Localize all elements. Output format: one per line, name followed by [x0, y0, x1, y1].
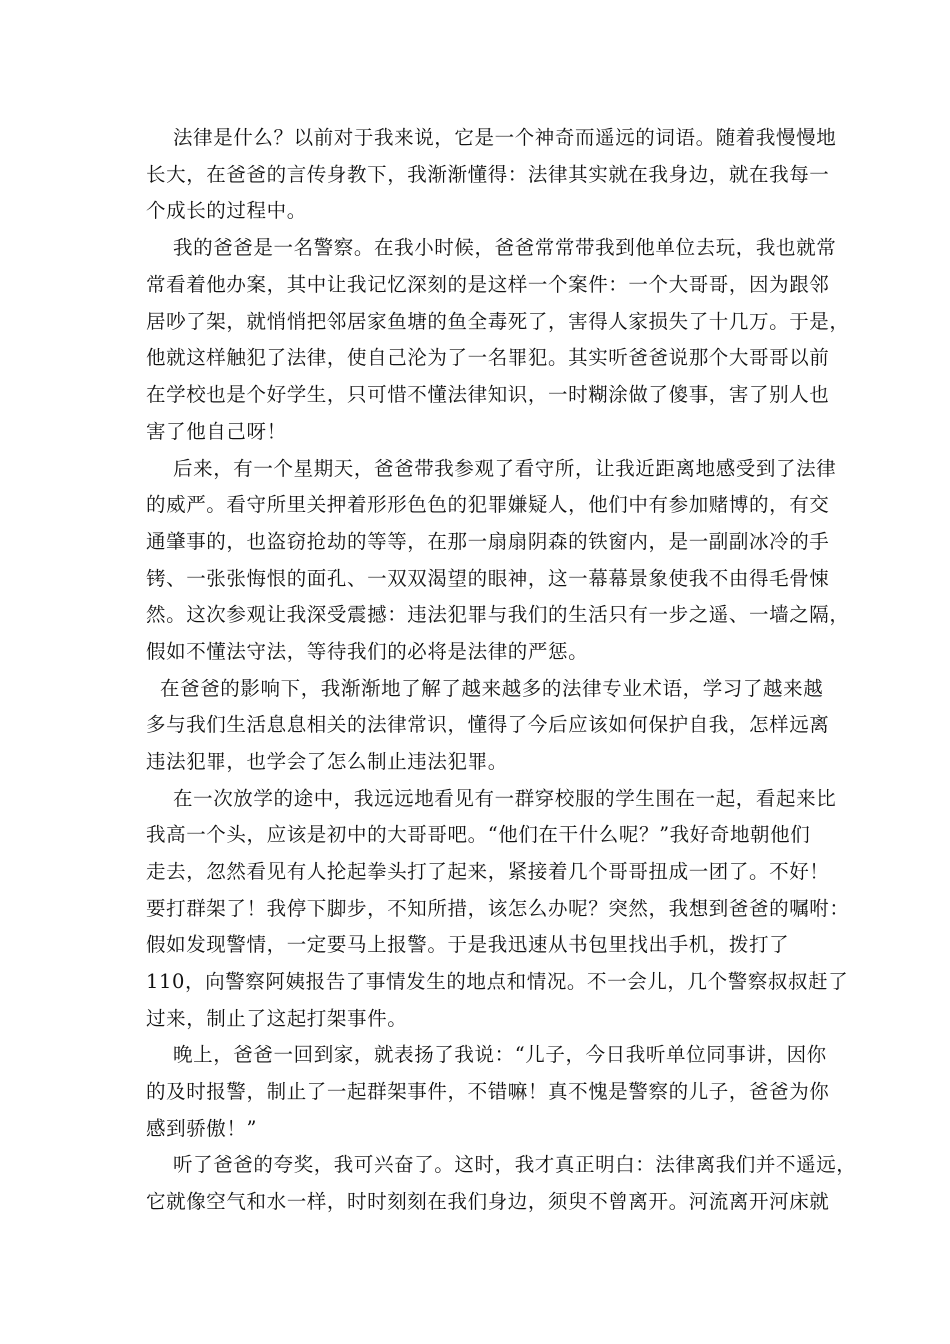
text-line: 要打群架了！我停下脚步，不知所措，该怎么办呢？突然，我想到爸爸的嘱咐： [146, 897, 850, 920]
text-line: 它就像空气和水一样，时时刻刻在我们身边，须臾不曾离开。河流离开河床就 [146, 1190, 830, 1213]
text-line: 长大，在爸爸的言传身教下，我渐渐懂得：法律其实就在我身边，就在我每一 [146, 163, 830, 186]
text-line: 法律是什么？以前对于我来说，它是一个神奇而遥远的词语。随着我慢慢地 [173, 126, 837, 149]
text-line: 在学校也是个好学生，只可惜不懂法律知识，一时糊涂做了傻事，害了别人也 [146, 383, 830, 406]
text-line: 铐、一张张悔恨的面孔、一双双渴望的眼神，这一幕幕景象使我不由得毛骨悚 [146, 567, 830, 590]
text-line: 走去，忽然看见有人抡起拳头打了起来，紧接着几个哥哥扭成一团了。不好！ [146, 860, 830, 883]
text-line: 个成长的过程中。 [146, 199, 307, 222]
text-line: 多与我们生活息息相关的法律常识，懂得了今后应该如何保护自我，怎样远离 [146, 713, 830, 736]
text-line: 听了爸爸的夸奖，我可兴奋了。这时，我才真正明白：法律离我们并不遥远， [173, 1153, 857, 1176]
text-line: 假如发现警情，一定要马上报警。于是我迅速从书包里找出手机，拨打了 [146, 933, 790, 956]
text-line: 110，向警察阿姨报告了事情发生的地点和情况。不一会儿，几个警察叔叔赶了 [146, 970, 849, 993]
text-line: 我的爸爸是一名警察。在我小时候，爸爸常常带我到他单位去玩，我也就常 [173, 236, 837, 259]
text-line: 居吵了架，就悄悄把邻居家鱼塘的鱼全毒死了，害得人家损失了十几万。于是， [146, 310, 850, 333]
text-line: 在爸爸的影响下，我渐渐地了解了越来越多的法律专业术语，学习了越来越 [160, 677, 824, 700]
text-line: 的及时报警，制止了一起群架事件，不错嘛！真不愧是警察的儿子，爸爸为你 [146, 1080, 830, 1103]
text-line: 常看着他办案，其中让我记忆深刻的是这样一个案件：一个大哥哥，因为跟邻 [146, 273, 830, 296]
text-line: 过来，制止了这起打架事件。 [146, 1007, 408, 1030]
text-line: 然。这次参观让我深受震撼：违法犯罪与我们的生活只有一步之遥、一墙之隔， [146, 603, 850, 626]
text-line: 害了他自己呀！ [146, 420, 287, 443]
text-line: 通肇事的，也盗窃抢劫的等等，在那一扇扇阴森的铁窗内，是一副副冰冷的手 [146, 530, 830, 553]
text-line: 他就这样触犯了法律，使自己沦为了一名罪犯。其实听爸爸说那个大哥哥以前 [146, 346, 830, 369]
text-line: 晚上，爸爸一回到家，就表扬了我说：“儿子，今日我听单位同事讲，因你 [173, 1043, 827, 1066]
text-line: 假如不懂法守法，等待我们的必将是法律的严惩。 [146, 640, 589, 663]
text-line: 感到骄傲！” [146, 1117, 258, 1140]
text-line: 的威严。看守所里关押着形形色色的犯罪嫌疑人，他们中有参加赌博的，有交 [146, 493, 830, 516]
text-line: 后来，有一个星期天，爸爸带我参观了看守所，让我近距离地感受到了法律 [173, 457, 837, 480]
text-line: 我高一个头，应该是初中的大哥哥吧。“他们在干什么呢？”我好奇地朝他们 [146, 823, 811, 846]
text-line: 违法犯罪，也学会了怎么制止违法犯罪。 [146, 750, 508, 773]
text-line: 在一次放学的途中，我远远地看见有一群穿校服的学生围在一起，看起来比 [173, 787, 837, 810]
